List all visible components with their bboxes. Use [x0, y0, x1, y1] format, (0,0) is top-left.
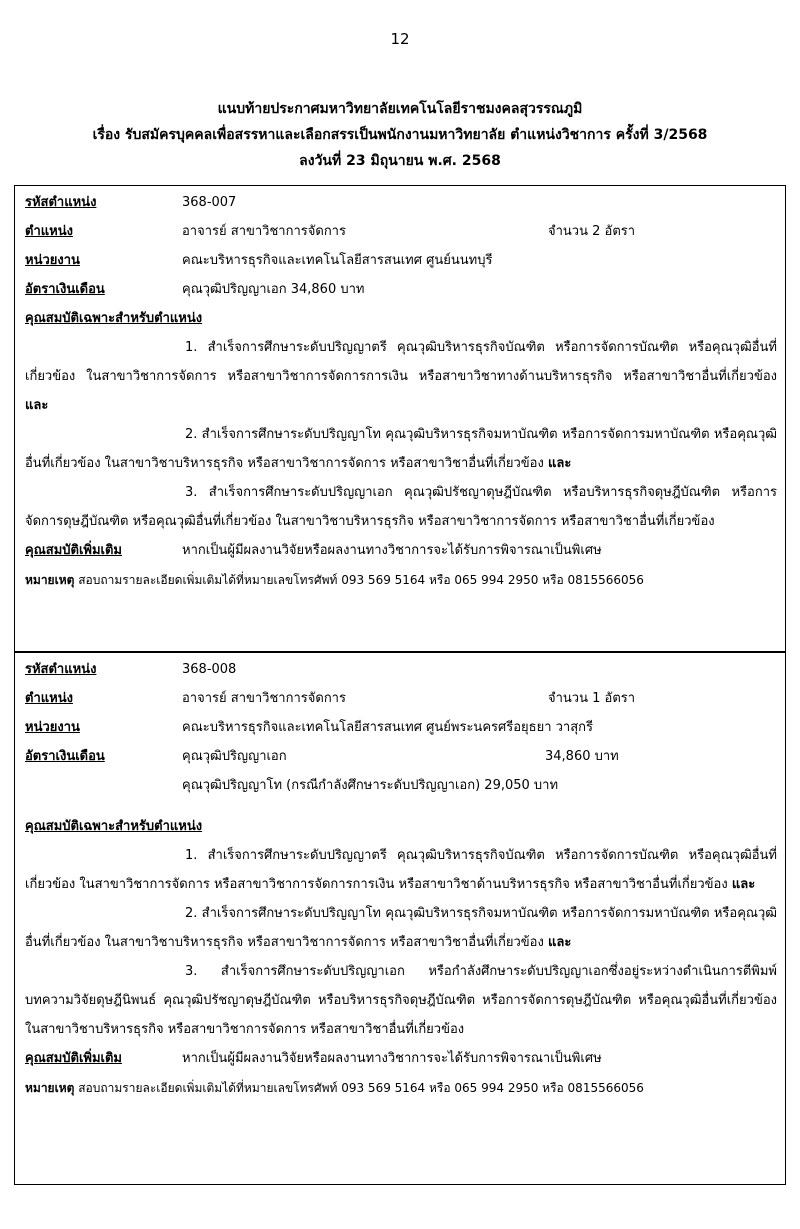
salary-phd-amount: 34,860 บาท [545, 749, 619, 764]
salary-row-2 [25, 771, 777, 800]
code-label: รหัสตำแหน่ง [25, 195, 97, 210]
note-row [25, 1074, 777, 1103]
qualification-1: 1. สำเร็จการศึกษาระดับปริญญาตรี คุณวุฒิบริหารธุรกิจบัณฑิต หรือการจัดการบัณฑิต หรือคุณวุฒิอื่นที่เกี่ยวข้อง ในสาขาวิชาการจัดการ หรือสาขาวิชาการจัดการการเงิน หรือสาขาวิชาทางด้านบริหารธุรกิจ หรือสาขาวิชาอื่นที่เกี่ยวข้อง และ [25, 340, 777, 413]
specific-quals-title: คุณสมบัติเฉพาะสำหรับตำแหน่ง [25, 311, 203, 326]
page-number: 12 [390, 30, 410, 48]
salary-row [25, 275, 777, 304]
position-section-368-008 [14, 652, 786, 1185]
position-section-368-007 [14, 185, 786, 652]
note-value: สอบถามรายละเอียดเพิ่มเติมได้ที่หมายเลขโทรศัพท์ 093 569 5164 หรือ 065 994 2950 หรือ 0815566056 [78, 573, 644, 587]
header-line-2: เรื่อง รับสมัครบุคคลเพื่อสรรหาและเลือกสรรเป็นพนักงานมหาวิทยาลัย ตำแหน่งวิชาการ ครั้งที่ 3/2568 [92, 127, 708, 143]
specific-quals-row [25, 812, 777, 841]
qualification-3: 3. สำเร็จการศึกษาระดับปริญญาเอก คุณวุฒิปรัชญาดุษฎีบัณฑิต หรือบริหารธุรกิจดุษฎีบัณฑิต หรือการจัดการดุษฎีบัณฑิต หรือคุณวุฒิอื่นที่เกี่ยวข้อง ในสาขาวิชาบริหารธุรกิจ หรือสาขาวิชาการจัดการ หรือสาขาวิชาอื่นที่เกี่ยวข้อง [25, 485, 777, 529]
salary-value: คุณวุฒิปริญญาเอก 34,860 บาท [182, 282, 365, 297]
count-value: จำนวน 2 อัตรา [548, 224, 636, 239]
salary-label: อัตราเงินเดือน [25, 282, 105, 297]
position-label: ตำแหน่ง [25, 691, 73, 706]
specific-quals-row [25, 304, 777, 333]
position-label: ตำแหน่ง [25, 224, 73, 239]
code-value: 368-008 [182, 662, 237, 677]
salary-row [25, 742, 777, 771]
unit-row [25, 713, 777, 742]
code-row [25, 655, 777, 684]
note-label: หมายเหตุ [25, 1081, 75, 1095]
unit-label: หน่วยงาน [25, 720, 80, 735]
salary-label: อัตราเงินเดือน [25, 749, 105, 764]
document-header [0, 96, 800, 174]
position-row [25, 217, 777, 246]
unit-row [25, 246, 777, 275]
note-row [25, 566, 777, 595]
extra-quals-value: หากเป็นผู้มีผลงานวิจัยหรือผลงานทางวิชาการจะได้รับการพิจารณาเป็นพิเศษ [182, 543, 602, 558]
position-value: อาจารย์ สาขาวิชาการจัดการ [182, 691, 346, 706]
specific-quals-title: คุณสมบัติเฉพาะสำหรับตำแหน่ง [25, 819, 203, 834]
salary-master: คุณวุฒิปริญญาโท (กรณีกำลังศึกษาระดับปริญญาเอก) 29,050 บาท [182, 778, 559, 793]
extra-quals-value: หากเป็นผู้มีผลงานวิจัยหรือผลงานทางวิชาการจะได้รับการพิจารณาเป็นพิเศษ [182, 1051, 602, 1066]
unit-value: คณะบริหารธุรกิจและเทคโนโลยีสารสนเทศ ศูนย์พระนครศรีอยุธยา วาสุกรี [182, 720, 594, 735]
note-value: สอบถามรายละเอียดเพิ่มเติมได้ที่หมายเลขโทรศัพท์ 093 569 5164 หรือ 065 994 2950 หรือ 0815566056 [78, 1081, 644, 1095]
extra-quals-label: คุณสมบัติเพิ่มเติม [25, 543, 122, 558]
qualification-2: 2. สำเร็จการศึกษาระดับปริญญาโท คุณวุฒิบริหารธุรกิจมหาบัณฑิต หรือการจัดการมหาบัณฑิต หรือคุณวุฒิอื่นที่เกี่ยวข้อง ในสาขาวิชาบริหารธุรกิจ หรือสาขาวิชาการจัดการ หรือสาขาวิชาอื่นที่เกี่ยวข้อง และ [25, 906, 777, 950]
code-value: 368-007 [182, 195, 237, 210]
note-label: หมายเหตุ [25, 573, 75, 587]
code-label: รหัสตำแหน่ง [25, 662, 97, 677]
header-line-3: ลงวันที่ 23 มิถุนายน พ.ศ. 2568 [299, 153, 501, 169]
extra-quals-label: คุณสมบัติเพิ่มเติม [25, 1051, 122, 1066]
unit-label: หน่วยงาน [25, 253, 80, 268]
unit-value: คณะบริหารธุรกิจและเทคโนโลยีสารสนเทศ ศูนย์นนทบุรี [182, 253, 493, 268]
salary-phd: คุณวุฒิปริญญาเอก [182, 749, 287, 764]
qualification-1: 1. สำเร็จการศึกษาระดับปริญญาตรี คุณวุฒิบริหารธุรกิจบัณฑิต หรือการจัดการบัณฑิต หรือคุณวุฒิอื่นที่เกี่ยวข้อง ในสาขาวิชาการจัดการ หรือสาขาวิชาการจัดการการเงิน หรือสาขาวิชาด้านบริหารธุรกิจ หรือสาขาวิชาอื่นที่เกี่ยวข้อง และ [25, 848, 777, 892]
code-row [25, 188, 777, 217]
count-value: จำนวน 1 อัตรา [548, 691, 636, 706]
extra-quals-row [25, 1044, 777, 1073]
extra-quals-row [25, 536, 777, 565]
qualification-2: 2. สำเร็จการศึกษาระดับปริญญาโท คุณวุฒิบริหารธุรกิจมหาบัณฑิต หรือการจัดการมหาบัณฑิต หรือคุณวุฒิอื่นที่เกี่ยวข้อง ในสาขาวิชาบริหารธุรกิจ หรือสาขาวิชาการจัดการ หรือสาขาวิชาอื่นที่เกี่ยวข้อง และ [25, 427, 777, 471]
qualification-3: 3. สำเร็จการศึกษาระดับปริญญาเอก หรือกำลังศึกษาระดับปริญญาเอกซึ่งอยู่ระหว่างดำเนินการตีพิมพ์บทความวิจัยดุษฎีนิพนธ์ คุณวุฒิปรัชญาดุษฎีบัณฑิต หรือบริหารธุรกิจดุษฎีบัณฑิต หรือการจัดการดุษฎีบัณฑิต หรือคุณวุฒิอื่นที่เกี่ยวข้อง ในสาขาวิชาบริหารธุรกิจ หรือสาขาวิชาการจัดการ หรือสาขาวิชาอื่นที่เกี่ยวข้อง [25, 964, 777, 1037]
position-row [25, 684, 777, 713]
header-line-1: แนบท้ายประกาศมหาวิทยาลัยเทคโนโลยีราชมงคลสุวรรณภูมิ [217, 101, 583, 117]
position-value: อาจารย์ สาขาวิชาการจัดการ [182, 224, 346, 239]
